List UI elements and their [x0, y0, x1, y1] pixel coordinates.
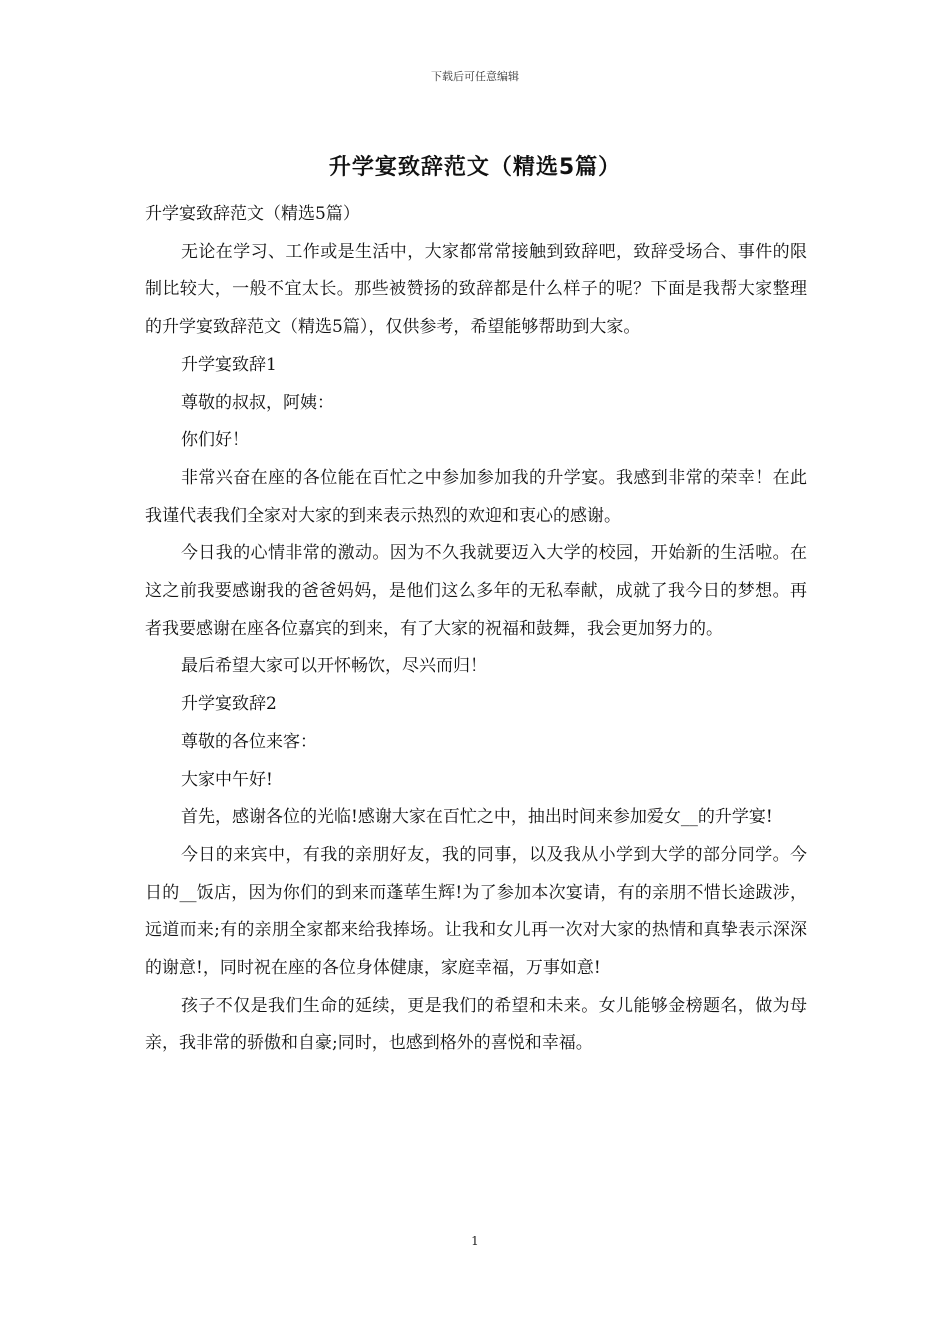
paragraph: 孩子不仅是我们生命的延续，更是我们的希望和未来。女儿能够金榜题名，做为母亲，我非常的骄傲和自豪;同时，也感到格外的喜悦和幸福。 — [145, 995, 807, 1054]
document-body — [145, 196, 807, 1063]
paragraph: 升学宴致辞范文（精选5篇） — [145, 204, 360, 224]
paragraph: 你们好！ — [181, 430, 249, 451]
section-heading: 升学宴致辞1 — [181, 354, 277, 375]
page-number: 1 — [471, 1234, 479, 1248]
paragraph: 今日的来宾中，有我的亲朋好友，我的同事，以及我从小学到大学的部分同学。今日的__饭店，因为你们的到来而蓬荜生辉!为了参加本次宴请，有的亲朋不惜长途跋涉，远道而来;有的亲朋全家都来给我捧场。让我和女儿再一次对大家的热情和真挚表示深深的谢意!，同时祝在座的各位身体健康，家庭幸福，万事如意! — [145, 844, 807, 979]
section-heading: 升学宴致辞2 — [181, 694, 277, 715]
document-title: 升学宴致辞范文（精选5篇） — [328, 155, 622, 180]
paragraph: 大家中午好! — [181, 769, 273, 790]
paragraph: 尊敬的各位来客： — [181, 731, 317, 752]
header-note: 下载后可任意编辑 — [431, 70, 519, 83]
paragraph: 首先，感谢各位的光临!感谢大家在百忙之中，抽出时间来参加爱女__的升学宴! — [181, 807, 773, 828]
paragraph: 最后希望大家可以开怀畅饮，尽兴而归！ — [181, 656, 487, 677]
paragraph: 非常兴奋在座的各位能在百忙之中参加参加我的升学宴。我感到非常的荣幸！在此我谨代表我们全家对大家的到来表示热烈的欢迎和衷心的感谢。 — [145, 467, 807, 526]
paragraph: 尊敬的叔叔，阿姨： — [181, 392, 334, 413]
paragraph: 无论在学习、工作或是生活中，大家都常常接触到致辞吧，致辞受场合、事件的限制比较大，一般不宜太长。那些被赞扬的致辞都是什么样子的呢？下面是我帮大家整理的升学宴致辞范文（精选5篇），仅供参考，希望能够帮助到大家。 — [145, 241, 807, 338]
paragraph: 今日我的心情非常的激动。因为不久我就要迈入大学的校园，开始新的生活啦。在这之前我要感谢我的爸爸妈妈，是他们这么多年的无私奉献，成就了我今日的梦想。再者我要感谢在座各位嘉宾的到来，有了大家的祝福和鼓舞，我会更加努力的。 — [145, 543, 807, 639]
